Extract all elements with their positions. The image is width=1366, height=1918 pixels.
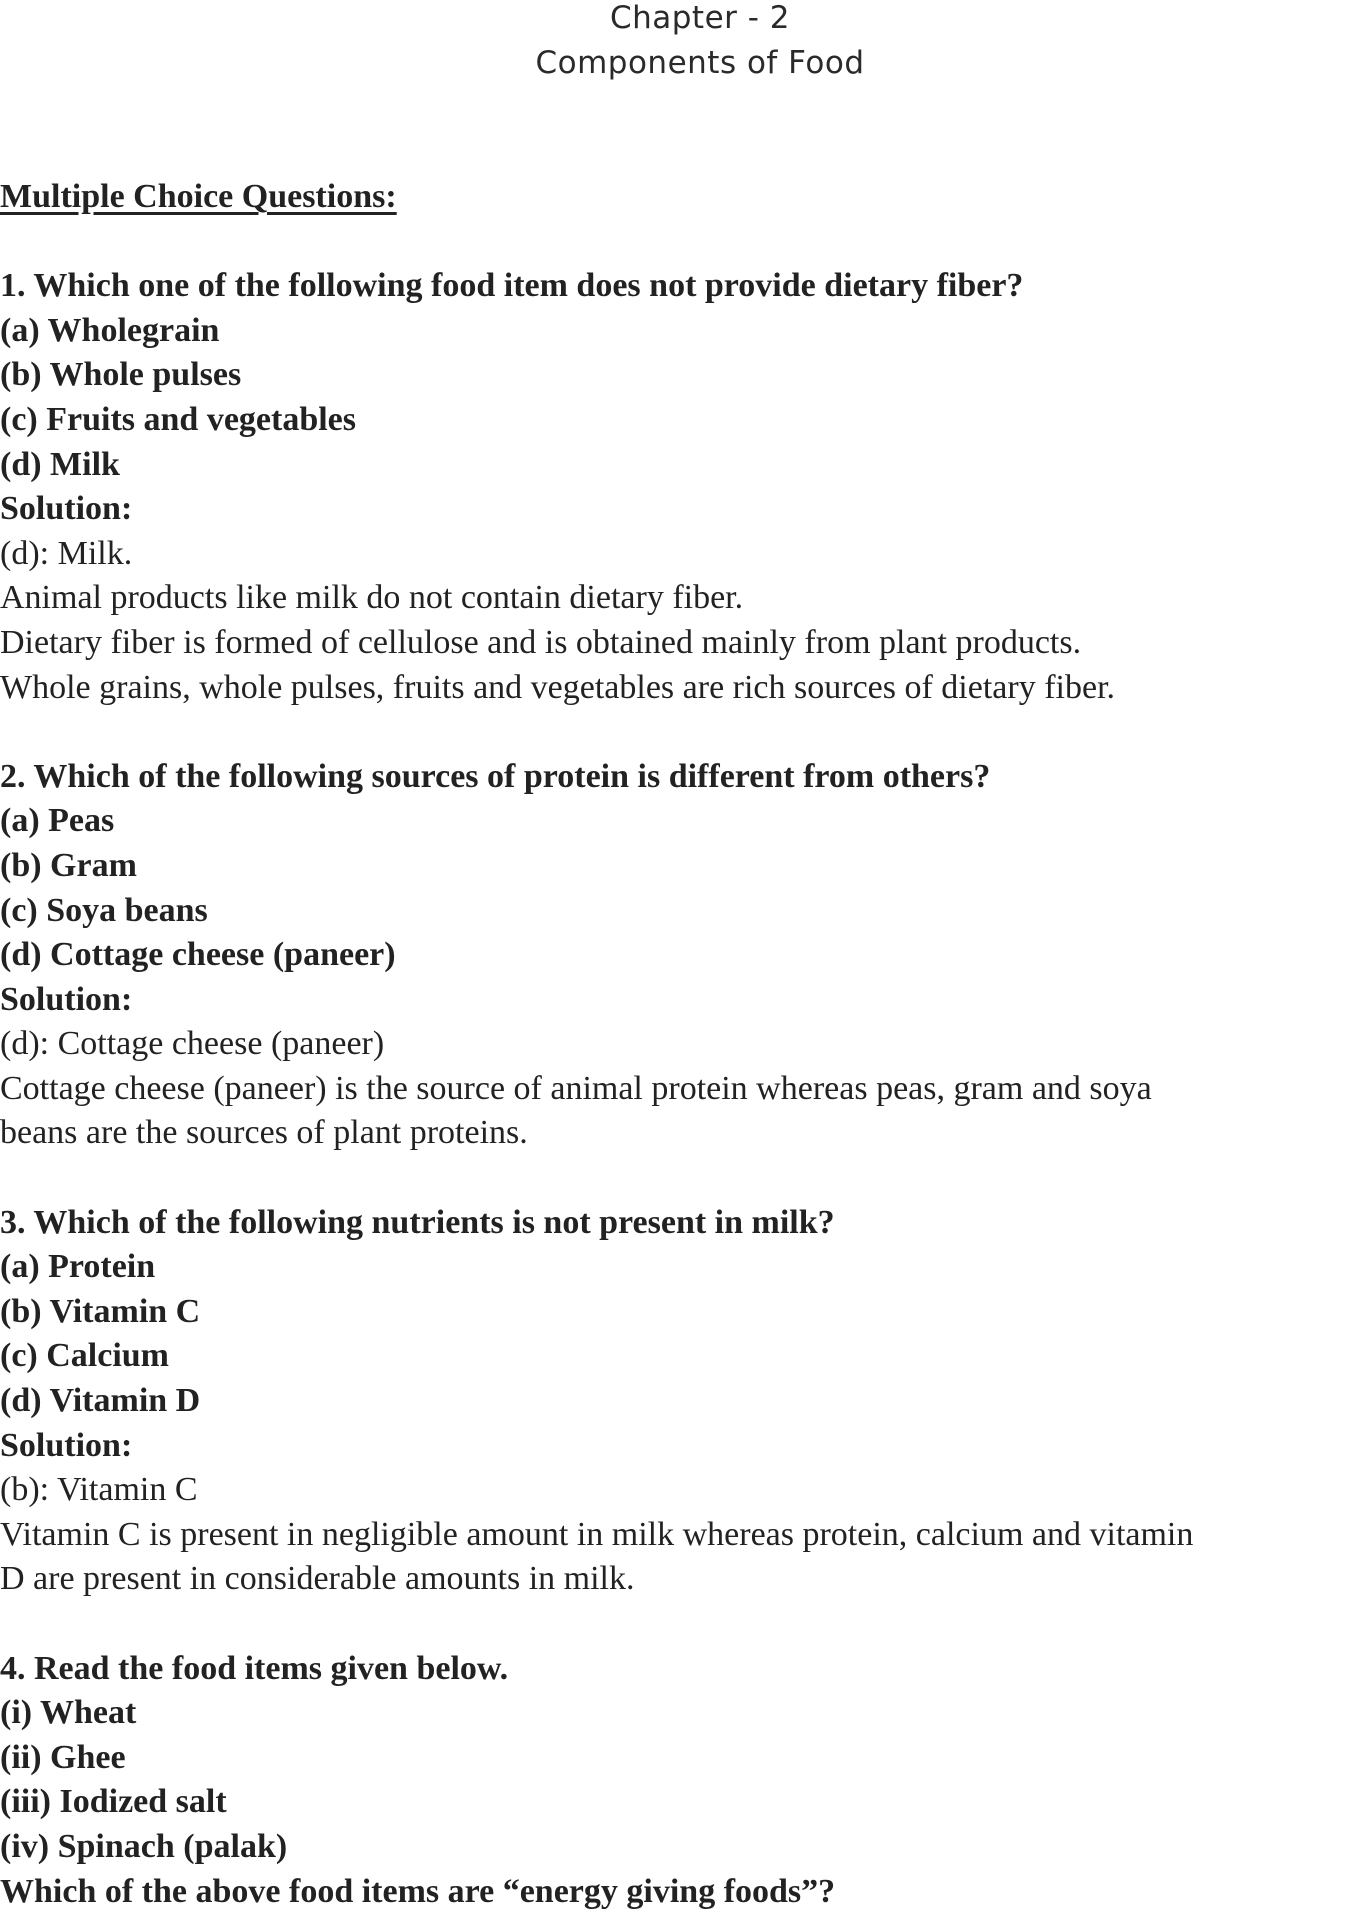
answer: (d): Milk. — [0, 534, 133, 572]
explanation-line: Vitamin C is present in negligible amount in milk whereas protein, calcium and vitamin — [0, 1515, 1194, 1553]
chapter-number: Chapter - 2 — [609, 0, 791, 36]
option-c: (c) Soya beans — [0, 891, 208, 929]
solution-label: Solution: — [0, 980, 133, 1018]
explanation-line: Animal products like milk do not contain dietary fiber. — [0, 579, 744, 617]
option-a: (a) Protein — [0, 1248, 156, 1286]
question-text: 3. Which of the following nutrients is not present in milk? — [0, 1203, 835, 1241]
chapter-title: Components of Food — [535, 45, 865, 81]
question-text: 2. Which of the following sources of protein is different from others? — [0, 757, 991, 795]
item-iv: (iv) Spinach (palak) — [0, 1827, 288, 1865]
explanation-line: Dietary fiber is formed of cellulose and is obtained mainly from plant products. — [0, 623, 1082, 661]
question-block-3 — [0, 1201, 1366, 1602]
option-a: (a) Wholegrain — [0, 311, 220, 349]
item-ii: (ii) Ghee — [0, 1738, 126, 1776]
option-c: (c) Fruits and vegetables — [0, 400, 357, 438]
option-b: (b) Whole pulses — [0, 356, 242, 394]
option-d: (d) Cottage cheese (paneer) — [0, 936, 396, 974]
solution-label: Solution: — [0, 1426, 133, 1464]
option-b: (b) Vitamin C — [0, 1292, 201, 1330]
question-block-1 — [0, 264, 1366, 710]
question-text: 4. Read the food items given below. — [0, 1649, 509, 1687]
question-block-4 — [0, 1647, 1366, 1915]
item-iii: (iii) Iodized salt — [0, 1783, 227, 1821]
answer: (d): Cottage cheese (paneer) — [0, 1025, 385, 1063]
option-c: (c) Calcium — [0, 1337, 170, 1375]
solution-label: Solution: — [0, 490, 133, 528]
explanation-line: D are present in considerable amounts in milk. — [0, 1560, 635, 1598]
document-body — [0, 175, 1366, 1914]
option-b: (b) Gram — [0, 846, 137, 884]
explanation-line: Cottage cheese (paneer) is the source of animal protein whereas peas, gram and soya — [0, 1069, 1152, 1107]
question-block-2 — [0, 755, 1366, 1156]
section-heading: Multiple Choice Questions: — [0, 178, 397, 215]
explanation-line: Whole grains, whole pulses, fruits and vegetables are rich sources of dietary fiber. — [0, 668, 1116, 706]
option-a: (a) Peas — [0, 802, 115, 840]
explanation-line: beans are the sources of plant proteins. — [0, 1114, 528, 1152]
question-prompt: Which of the above food items are “energy giving foods”? — [0, 1872, 836, 1910]
option-d: (d) Vitamin D — [0, 1382, 201, 1420]
item-i: (i) Wheat — [0, 1694, 137, 1732]
option-d: (d) Milk — [0, 445, 120, 483]
answer: (b): Vitamin C — [0, 1471, 198, 1509]
question-text: 1. Which one of the following food item does not provide dietary fiber? — [0, 267, 1024, 305]
